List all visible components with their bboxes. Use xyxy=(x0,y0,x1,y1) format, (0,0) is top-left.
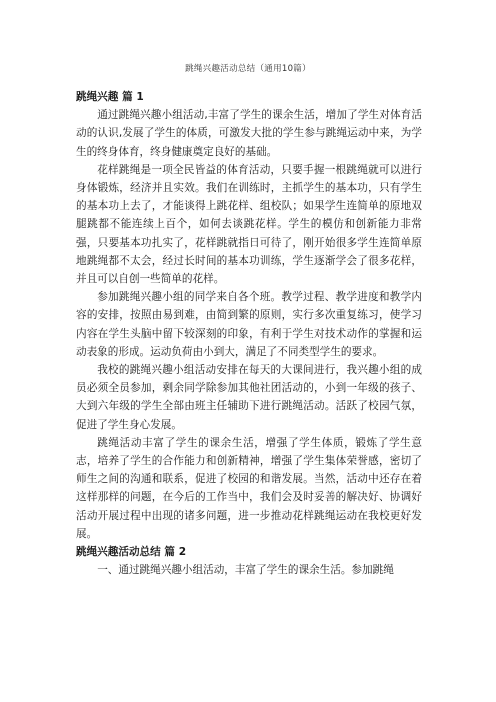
section-heading: 跳绳兴趣 篇 1 xyxy=(76,91,144,103)
document-title: 跳绳兴趣活动总结（通用10篇） xyxy=(185,64,311,74)
paragraph: 一、通过跳绳兴趣小组活动，丰富了学生的课余生活。参加跳绳 xyxy=(97,564,394,577)
paragraph: 花样跳绳是一项全民皆益的体育活动，只要手握一根跳绳就可以进行身体锻炼，经济并且实效。我们在训练时，主抓学生的基本功，只有学生的基本功上去了，才能谈得上跳花样、组校队；如果学生连简单的原地双腿跳都不能连续上百个，如何去谈跳花样。学生的模仿和创新能力非常强，只要基本功扎实了，花样跳就指日可待了，刚开始很多学生连简单原地跳绳都不太会，经过长时间的基本功训练，学生逐渐学会了很多花样，并且可以自创一些简单的花样。 xyxy=(76,163,422,286)
document-body xyxy=(76,88,422,579)
paragraph: 通过跳绳兴趣小组活动,丰富了学生的课余生活，增加了学生对体育活动的认识,发展了学生的体质，可激发大批的学生参与跳绳运动中来，为学生的终身体育，终身健康奠定良好的基础。 xyxy=(76,109,422,158)
paragraph: 跳绳活动丰富了学生的课余生活，增强了学生体质，锻炼了学生意志，培养了学生的合作能力和创新精神，增强了学生集体荣誉感，密切了师生之间的沟通和联系，促进了校园的和谐发展。当然，活动中还存在着这样那样的问题，在今后的工作当中，我们会及时妥善的解决好、协调好活动开展过程中出现的诸多问题，进一步推动花样跳绳运动在我校更好发展。 xyxy=(76,436,422,540)
paragraph: 参加跳绳兴趣小组的同学来自各个班。教学过程、教学进度和教学内容的安排，按照由易到难，由简到繁的原则，实行多次重复练习，使学习内容在学生头脑中留下较深刻的印象，有利于学生对技术动作的掌握和运动表象的形成。运动负荷由小到大，满足了不同类型学生的要求。 xyxy=(76,291,422,358)
section-heading: 跳绳兴趣活动总结 篇 2 xyxy=(76,546,187,559)
paragraph: 我校的跳绳兴趣小组活动安排在每天的大课间进行，我兴趣小组的成员必须全员参加，剩余同学除参加其他社团活动的，小到一年级的孩子、大到六年级的学生全部由班主任辅助下进行跳绳活动。活跃了校园气氛，促进了学生身心发展。 xyxy=(76,364,422,431)
